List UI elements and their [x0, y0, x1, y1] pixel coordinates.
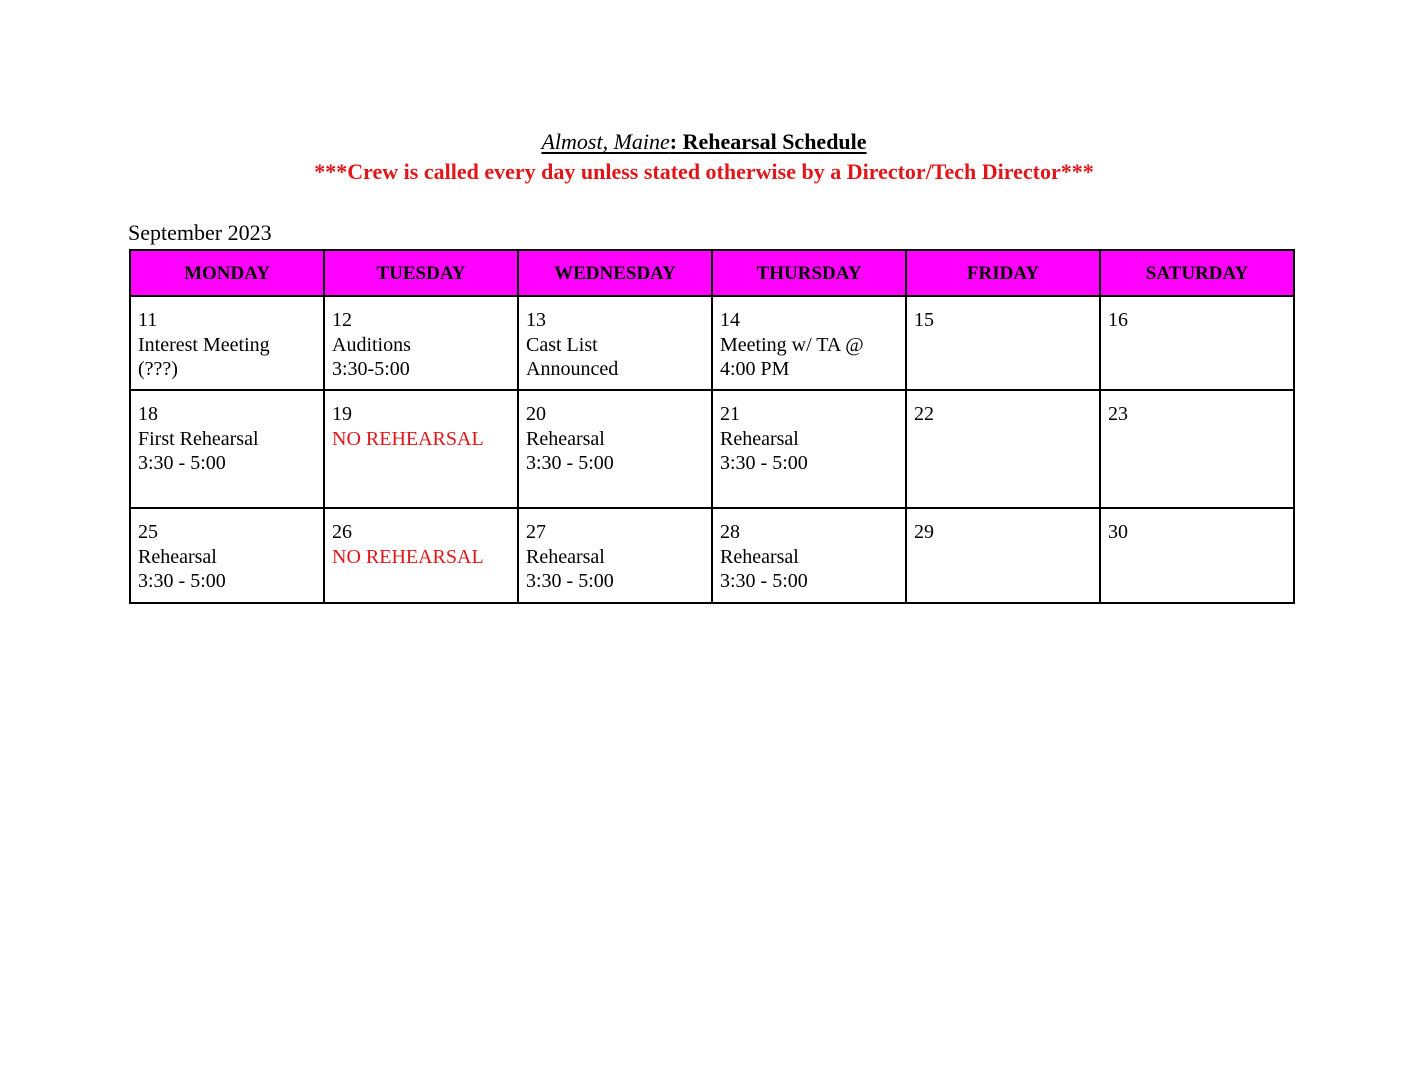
event-text: Interest Meeting	[138, 333, 270, 356]
day-number: 29	[914, 521, 934, 543]
event-text: Rehearsal	[720, 427, 799, 450]
day-number: 18	[138, 403, 158, 425]
day-cell	[130, 296, 324, 390]
weekday-header-wednesday: WEDNESDAY	[518, 250, 712, 296]
weekday-header-friday: FRIDAY	[906, 250, 1100, 296]
event-text: Rehearsal	[138, 545, 217, 568]
no-rehearsal-text: NO REHEARSAL	[332, 545, 484, 568]
event-time: 3:30 - 5:00	[526, 452, 614, 474]
day-number: 13	[526, 309, 546, 331]
day-cell	[1100, 508, 1294, 603]
weekday-header-row	[130, 250, 1294, 296]
event-text: Rehearsal	[526, 427, 605, 450]
event-text: Rehearsal	[526, 545, 605, 568]
day-number: 27	[526, 521, 546, 543]
day-cell	[518, 508, 712, 603]
event-text: Rehearsal	[720, 545, 799, 568]
day-number: 19	[332, 403, 352, 425]
day-cell	[712, 508, 906, 603]
document-title	[0, 128, 1408, 156]
day-number: 14	[720, 309, 740, 331]
event-time: 3:30 - 5:00	[138, 570, 226, 592]
day-number: 25	[138, 521, 158, 543]
day-cell	[712, 390, 906, 508]
event-text: Cast List	[526, 333, 598, 356]
event-detail: Announced	[526, 358, 619, 380]
week-row	[130, 296, 1294, 390]
day-number: 21	[720, 403, 740, 425]
day-cell	[1100, 296, 1294, 390]
day-cell	[1100, 390, 1294, 508]
calendar-table	[129, 249, 1295, 604]
event-time: 4:00 PM	[720, 358, 790, 380]
weekday-header-tuesday: TUESDAY	[324, 250, 518, 296]
day-number: 16	[1108, 309, 1128, 331]
event-time: 3:30 - 5:00	[720, 570, 808, 592]
day-number: 30	[1108, 521, 1128, 543]
event-text: First Rehearsal	[138, 427, 259, 450]
event-time: 3:30 - 5:00	[720, 452, 808, 474]
day-number: 26	[332, 521, 352, 543]
event-time: 3:30 - 5:00	[138, 452, 226, 474]
day-cell	[518, 296, 712, 390]
day-cell	[906, 508, 1100, 603]
day-cell	[130, 508, 324, 603]
day-cell	[324, 296, 518, 390]
play-title: Almost, Maine	[541, 129, 670, 154]
no-rehearsal-text: NO REHEARSAL	[332, 427, 484, 450]
week-row	[130, 508, 1294, 603]
event-text: Auditions	[332, 333, 411, 356]
weekday-header-monday: MONDAY	[130, 250, 324, 296]
week-row	[130, 390, 1294, 508]
title-rest: : Rehearsal Schedule	[669, 129, 867, 154]
weekday-header-saturday: SATURDAY	[1100, 250, 1294, 296]
event-detail: (???)	[138, 358, 178, 380]
event-time: 3:30 - 5:00	[526, 570, 614, 592]
weekday-header-thursday: THURSDAY	[712, 250, 906, 296]
day-cell	[906, 296, 1100, 390]
month-label: September 2023	[128, 220, 272, 245]
event-time: 3:30-5:00	[332, 358, 410, 380]
day-cell	[518, 390, 712, 508]
day-number: 22	[914, 403, 934, 425]
event-text: Meeting w/ TA @	[720, 333, 864, 356]
day-cell	[324, 508, 518, 603]
day-cell	[906, 390, 1100, 508]
title-underlined	[541, 129, 866, 154]
day-cell	[712, 296, 906, 390]
day-number: 20	[526, 403, 546, 425]
day-number: 12	[332, 309, 352, 331]
day-cell	[130, 390, 324, 508]
day-number: 28	[720, 521, 740, 543]
day-cell	[324, 390, 518, 508]
day-number: 11	[138, 309, 158, 331]
crew-call-note: ***Crew is called every day unless stated otherwise by a Director/Tech Director***	[314, 159, 1094, 184]
day-number: 15	[914, 309, 934, 331]
day-number: 23	[1108, 403, 1128, 425]
